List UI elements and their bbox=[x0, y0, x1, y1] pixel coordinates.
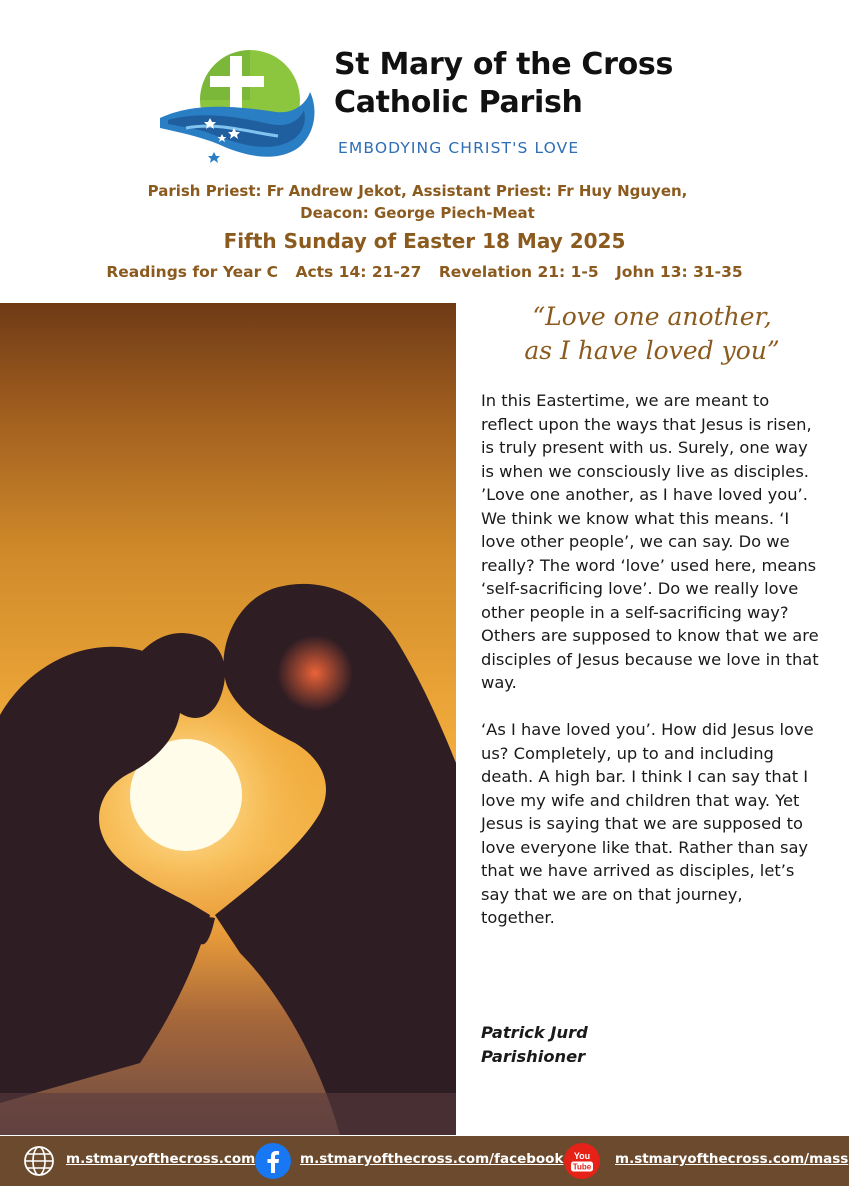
sunset-heart-hands-photo bbox=[0, 303, 456, 1135]
sunday-title: Fifth Sunday of Easter 18 May 2025 bbox=[223, 229, 626, 253]
parish-name-line1: St Mary of the Cross bbox=[334, 47, 674, 82]
reading-second: Revelation 21: 1-5 bbox=[438, 263, 599, 281]
parish-name-line2: Catholic Parish bbox=[334, 85, 583, 120]
clergy-line1: Parish Priest: Fr Andrew Jekot, Assistant Priest: Fr Huy Nguyen, bbox=[147, 182, 688, 200]
author-name: Patrick Jurd bbox=[481, 1023, 588, 1042]
globe-icon bbox=[20, 1142, 58, 1180]
readings-line bbox=[0, 263, 849, 281]
parish-name bbox=[334, 46, 673, 122]
clergy-list bbox=[0, 180, 849, 224]
quote-line2: as I have loved you” bbox=[524, 336, 780, 365]
author-block bbox=[481, 1021, 588, 1068]
tagline: EMBODYING CHRIST'S LOVE bbox=[338, 139, 580, 157]
youtube-icon-text-top: You bbox=[573, 1151, 591, 1161]
reading-gospel: John 13: 31-35 bbox=[616, 263, 743, 281]
article-paragraph-1: In this Eastertime, we are meant to reflect upon the ways that Jesus is risen, is truly present with us. Surely, one way is when we consciously live as disciples. ’Love one another, as I have loved you’. We think we know what this means. ‘I love other people’, we can say. Do we really? The word ‘love’ used here, means ‘self-sacrificing love’. Do we really love other people in a self-sacrificing way? Others are supposed to know that we are disciples of Jesus because we love in that way. bbox=[481, 391, 819, 692]
mass-link[interactable]: m.stmaryofthecross.com/mass bbox=[615, 1151, 849, 1167]
facebook-link[interactable]: m.stmaryofthecross.com/facebook bbox=[300, 1151, 564, 1167]
youtube-icon-text-bottom: Tube bbox=[572, 1162, 592, 1172]
reading-first: Acts 14: 21-27 bbox=[295, 263, 422, 281]
author-role: Parishioner bbox=[481, 1046, 586, 1066]
youtube-icon[interactable] bbox=[563, 1142, 601, 1180]
readings-year: Readings for Year C bbox=[106, 263, 279, 281]
footer-bar bbox=[0, 1136, 849, 1186]
quote-line1: “Love one another, bbox=[532, 302, 772, 331]
facebook-icon[interactable] bbox=[254, 1142, 292, 1180]
parish-logo bbox=[158, 48, 326, 178]
scripture-quote bbox=[472, 300, 832, 368]
clergy-line2: Deacon: George Piech-Meat bbox=[300, 204, 535, 222]
article-paragraph-2: ‘As I have loved you’. How did Jesus love us? Completely, up to and including death. A high bar. I think I can say that I love my wife and children that way. Yet Jesus is saying that we are supposed to love everyone like that. Rather than say that we have arrived as disciples, let’s say that we are on that journey, together. bbox=[481, 720, 814, 927]
reflection-article bbox=[481, 389, 821, 953]
website-link[interactable]: m.stmaryofthecross.com bbox=[66, 1151, 256, 1167]
